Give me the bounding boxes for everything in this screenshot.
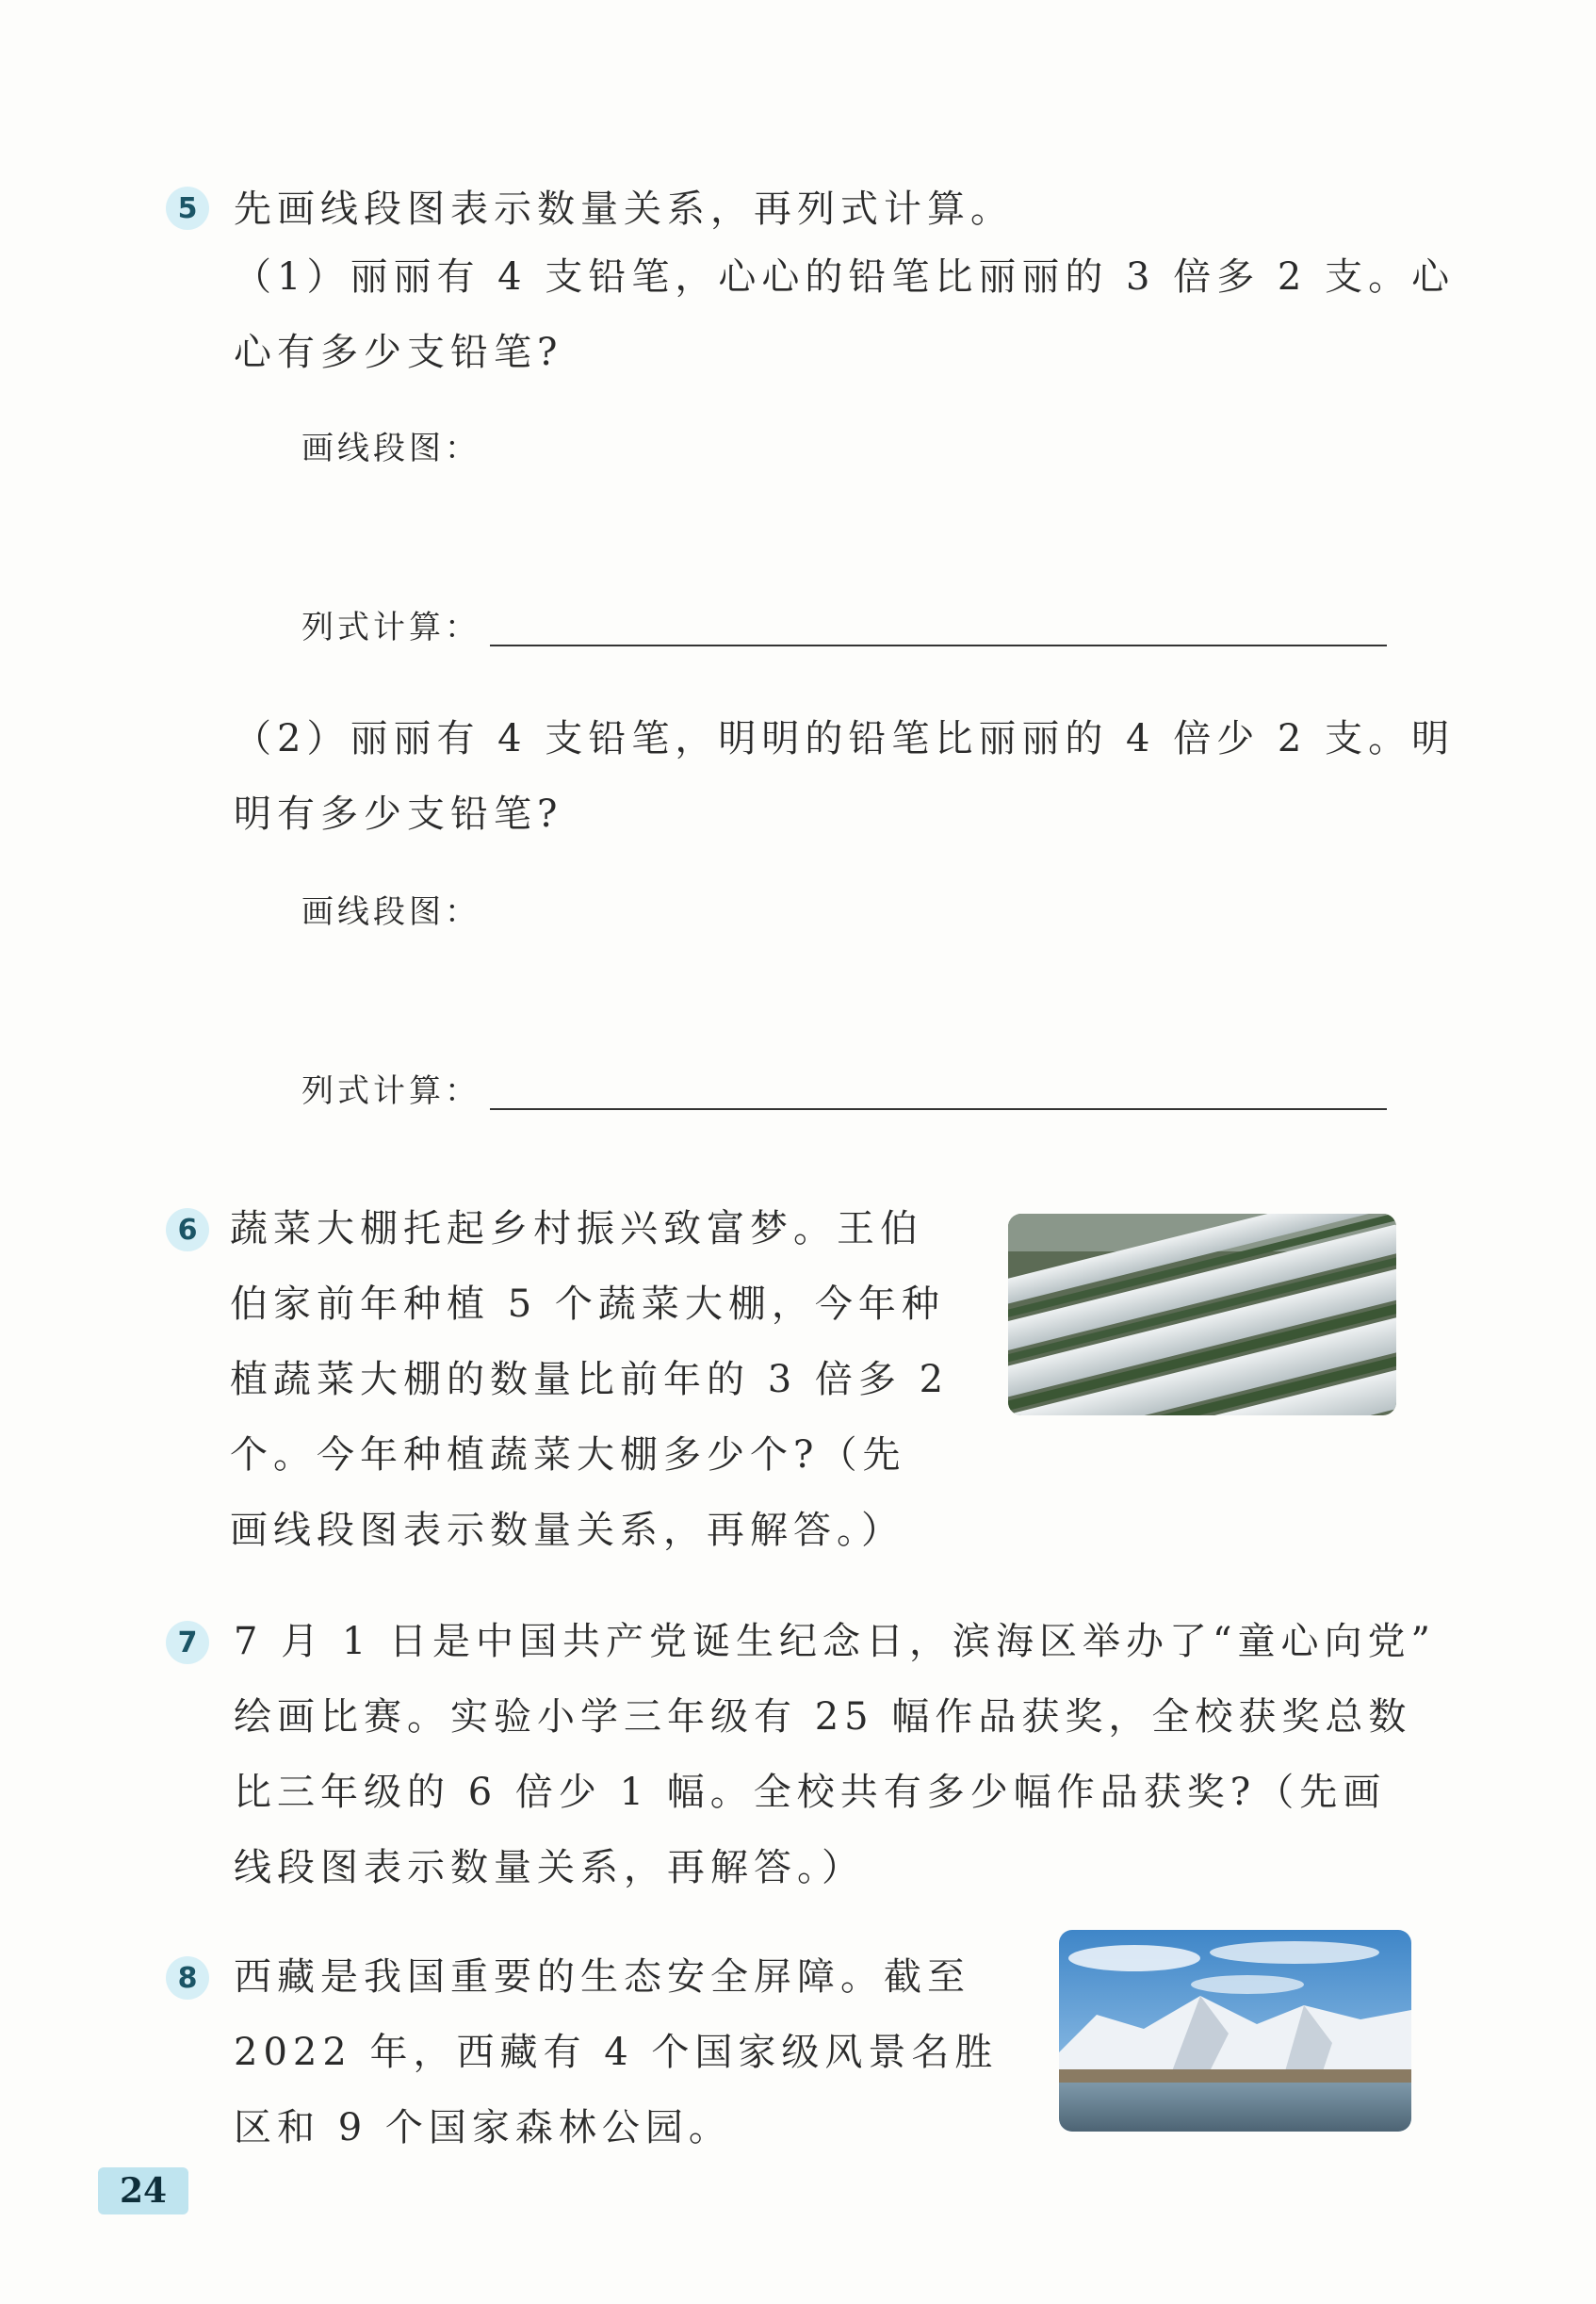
question-number-badge: 7 <box>166 1621 209 1664</box>
answer-line[interactable] <box>490 1108 1387 1110</box>
greenhouse-photo <box>1008 1214 1396 1415</box>
question-7-line: 7 月 1 日是中国共产党诞生纪念日，滨海区举办了“童心向党” <box>234 1620 1436 1663</box>
question-7-line: 比三年级的 6 倍少 1 幅。全校共有多少幅作品获奖?（先画 <box>234 1771 1387 1814</box>
calculation-label: 列式计算： <box>301 1072 480 1110</box>
question-8-line: 区和 9 个国家森林公园。 <box>234 2106 732 2149</box>
question-6-line: 伯家前年种植 5 个蔬菜大棚，今年种 <box>230 1283 945 1326</box>
question-8-line: 2022 年，西藏有 4 个国家级风景名胜 <box>234 2031 999 2074</box>
question-number-badge: 6 <box>166 1208 209 1251</box>
calculation-label: 列式计算： <box>301 609 480 646</box>
question-6-line: 画线段图表示数量关系，再解答。） <box>230 1509 904 1552</box>
page-number: 24 <box>98 2167 188 2214</box>
question-5-part-1-line-2: 心有多少支铅笔? <box>234 331 563 374</box>
question-5-part-2-line-2: 明有多少支铅笔? <box>234 793 563 836</box>
question-6-line: 植蔬菜大棚的数量比前年的 3 倍多 2 <box>230 1358 950 1401</box>
question-5-part-2-line-1: （2）丽丽有 4 支铅笔，明明的铅笔比丽丽的 4 倍少 2 支。明 <box>234 717 1456 760</box>
question-number-badge: 5 <box>166 187 209 230</box>
draw-diagram-label: 画线段图： <box>301 430 480 467</box>
question-7-line: 绘画比赛。实验小学三年级有 25 幅作品获奖，全校获奖总数 <box>234 1695 1412 1739</box>
question-8-line: 西藏是我国重要的生态安全屏障。截至 <box>234 1955 970 1999</box>
answer-line[interactable] <box>490 645 1387 646</box>
question-number-badge: 8 <box>166 1956 209 2000</box>
question-6-line: 个。今年种植蔬菜大棚多少个?（先 <box>230 1433 906 1477</box>
question-6-line: 蔬菜大棚托起乡村振兴致富梦。王伯 <box>230 1207 923 1250</box>
draw-diagram-label: 画线段图： <box>301 893 480 931</box>
question-7-line: 线段图表示数量关系，再解答。） <box>234 1846 865 1889</box>
question-5-title: 先画线段图表示数量关系，再列式计算。 <box>234 188 1014 231</box>
tibet-mountain-photo <box>1059 1930 1411 2132</box>
question-5-part-1-line-1: （1）丽丽有 4 支铅笔，心心的铅笔比丽丽的 3 倍多 2 支。心 <box>234 255 1456 299</box>
